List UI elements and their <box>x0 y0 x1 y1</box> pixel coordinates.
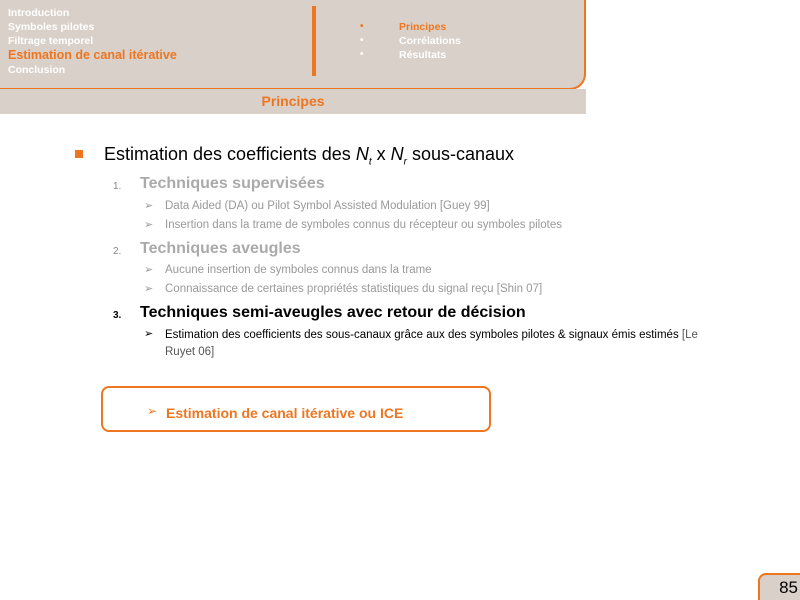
nav-divider <box>312 6 316 76</box>
page-number: 85 <box>779 578 798 597</box>
item-number: 2. <box>113 246 122 257</box>
times-sign: x <box>371 144 391 164</box>
sub-item <box>165 327 725 361</box>
sub-item-text: Estimation des coefficients des sous-canaux grâce aux des symboles pilotes & signaux émis estimés <box>165 329 682 341</box>
main-text-part: Estimation des coefficients des <box>104 144 356 164</box>
arrow-bullet-icon: ➢ <box>144 328 154 340</box>
nav-section-introduction[interactable]: Introduction <box>8 7 70 19</box>
nav-section-estimation-iterative[interactable]: Estimation de canal itérative <box>8 48 177 62</box>
item-heading-semi-aveugles: Techniques semi-aveugles avec retour de décision <box>140 304 526 321</box>
sub-item: Data Aided (DA) ou Pilot Symbol Assisted Modulation [Guey 99] <box>165 200 490 212</box>
main-text-part: sous-canaux <box>406 144 515 164</box>
section-nav <box>8 6 177 77</box>
sub-item: Insertion dans la trame de symboles connus du récepteur ou symboles pilotes <box>165 219 562 231</box>
arrow-bullet-icon: ➢ <box>144 264 154 276</box>
ice-highlight-box <box>101 386 491 432</box>
ice-text: Estimation de canal itérative ou ICE <box>166 405 404 421</box>
page-number-box <box>758 573 800 600</box>
section-title-bar <box>0 89 586 116</box>
sub-item: Connaissance de certaines propriétés statistiques du signal reçu [Shin 07] <box>165 283 543 295</box>
arrow-bullet-icon: ➢ <box>144 200 154 212</box>
arrow-bullet-icon: ➢ <box>147 404 158 418</box>
citation-ref: [Le Ruyet 06] <box>165 329 698 358</box>
nt-letter: N <box>355 144 369 164</box>
nr-subscript: r <box>403 156 407 168</box>
item-number: 3. <box>113 310 122 321</box>
square-bullet-icon <box>75 150 83 158</box>
main-bullet-text <box>104 144 514 168</box>
nav-section-symboles-pilotes[interactable]: Symboles pilotes <box>8 21 95 33</box>
bullet-icon: • <box>360 49 364 60</box>
arrow-bullet-icon: ➢ <box>144 283 154 295</box>
bullet-icon: • <box>360 21 364 32</box>
item-heading-supervisees: Techniques supervisées <box>140 175 325 192</box>
item-number: 1. <box>113 181 122 192</box>
sub-item: Aucune insertion de symboles connus dans la trame <box>165 264 432 276</box>
header-nav-panel <box>0 0 586 90</box>
nav-section-conclusion[interactable]: Conclusion <box>8 64 66 76</box>
nav-section-filtrage-temporel[interactable]: Filtrage temporel <box>8 35 94 47</box>
nr-symbol <box>390 144 407 168</box>
nr-letter: N <box>390 144 404 164</box>
bullet-icon: • <box>360 35 364 46</box>
nt-symbol <box>355 144 372 168</box>
subsection-label: Principes <box>399 21 447 33</box>
arrow-bullet-icon: ➢ <box>144 219 154 231</box>
section-title: Principes <box>261 93 325 109</box>
item-heading-aveugles: Techniques aveugles <box>140 240 301 257</box>
subsection-label: Résultats <box>399 49 447 61</box>
nt-subscript: t <box>368 156 372 168</box>
subsection-label: Corrélations <box>399 35 461 47</box>
